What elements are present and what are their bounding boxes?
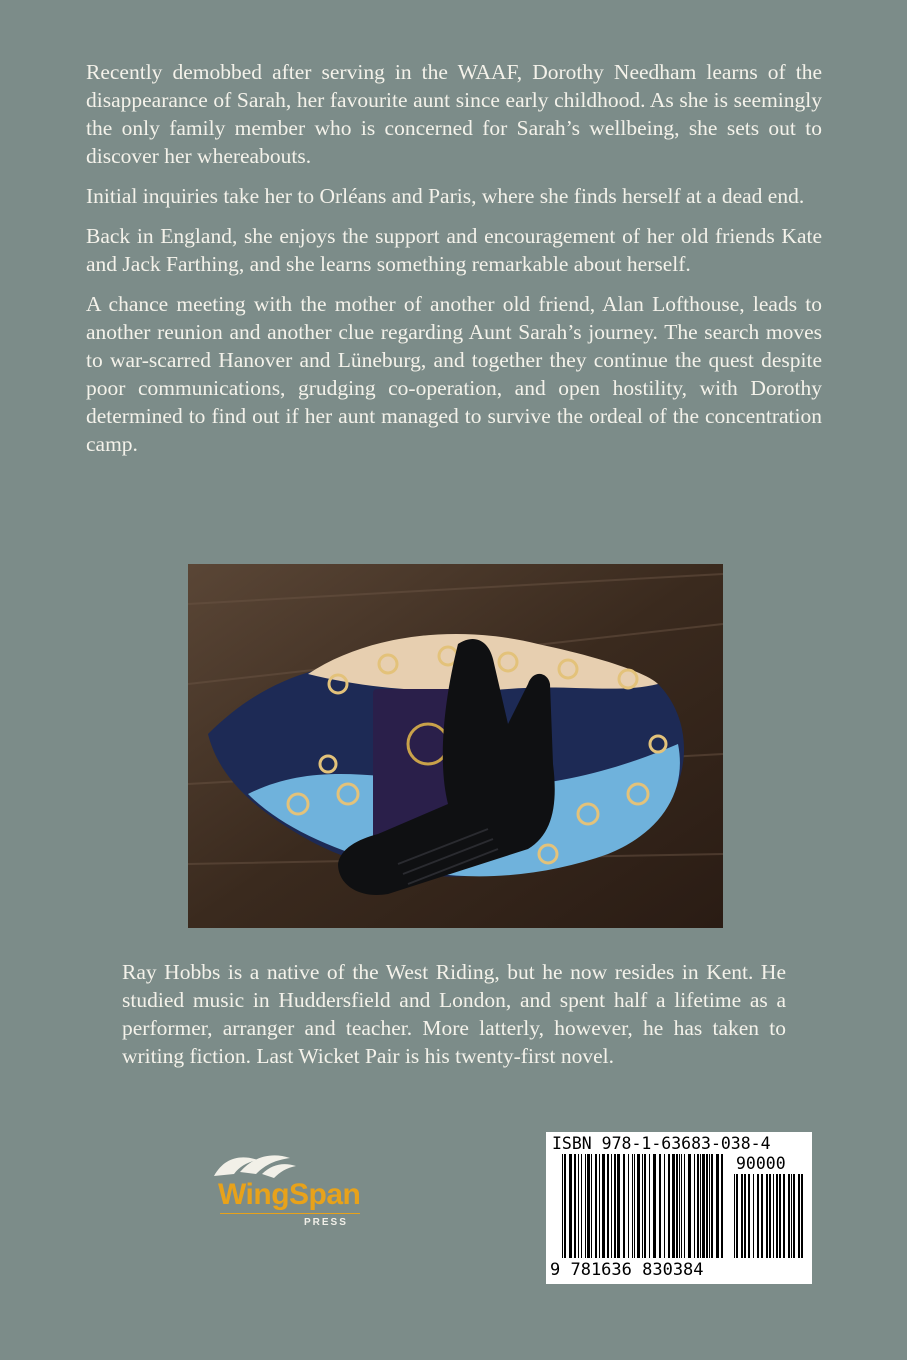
barcode-bar — [753, 1174, 754, 1258]
barcode-bar — [716, 1154, 719, 1258]
barcode-bar — [709, 1154, 710, 1258]
publisher-sub: PRESS — [304, 1217, 348, 1228]
logo-divider — [220, 1213, 360, 1214]
barcode-bar — [769, 1174, 771, 1258]
barcode-bar — [801, 1174, 803, 1258]
barcode-bar — [614, 1154, 616, 1258]
barcode-bar — [617, 1154, 620, 1258]
barcode-bar — [684, 1154, 685, 1258]
barcode-bar — [788, 1174, 790, 1258]
barcode-bar — [599, 1154, 600, 1258]
barcode-bar — [766, 1174, 768, 1258]
ean-digits: 9 781636 830384 — [550, 1260, 704, 1280]
barcode-bar — [694, 1154, 695, 1258]
barcode-bar — [607, 1154, 609, 1258]
barcode-bar — [741, 1174, 743, 1258]
barcode-bar — [637, 1154, 640, 1258]
barcode-bar — [611, 1154, 612, 1258]
barcode-bar — [706, 1154, 708, 1258]
cover-photo — [188, 564, 723, 928]
barcode-bar — [644, 1154, 646, 1258]
barcode-bar — [634, 1154, 635, 1258]
barcode-bar — [697, 1154, 699, 1258]
blurb-paragraph-1: Recently demobbed after serving in the WAAF, Dorothy Needham learns of the disappearance of Sarah, her favourite aunt since early childhood. As she is seemingly the only family member who is concerned for Sarah’s wellbeing, she sets out to discover her whereabouts. — [86, 60, 822, 168]
barcode-bar — [628, 1154, 629, 1258]
barcode-bar — [664, 1154, 665, 1258]
barcode-bar — [653, 1154, 656, 1258]
barcode-bar — [700, 1154, 701, 1258]
barcode-bar — [779, 1174, 781, 1258]
author-bio: Ray Hobbs is a native of the West Riding, but he now resides in Kent. He studied music in Huddersfield and London, and spent half a lifetime as a performer, arranger and teacher. More latterly, however, he has taken to writing fiction. Last Wicket Pair is his twenty-first novel. — [122, 960, 786, 1068]
barcode-bar — [632, 1154, 633, 1258]
barcode-bar — [649, 1154, 650, 1258]
barcode-bar — [642, 1154, 643, 1258]
publisher-name: WingSpan — [218, 1178, 361, 1211]
barcode-bar — [748, 1174, 750, 1258]
back-cover-blurb — [86, 58, 822, 470]
barcode-bar — [578, 1154, 579, 1258]
isbn-barcode — [546, 1132, 812, 1284]
barcode-bar — [681, 1154, 682, 1258]
photo-scarf-gloves-passport — [188, 564, 723, 928]
addon-bars — [732, 1174, 806, 1260]
barcode-bar — [783, 1174, 785, 1258]
isbn-label: ISBN 978-1-63683-038-4 — [552, 1134, 771, 1153]
barcode-bar — [585, 1154, 586, 1258]
barcode-bar — [711, 1154, 713, 1258]
barcode-bar — [672, 1154, 675, 1258]
barcode-bar — [569, 1154, 572, 1258]
barcode-bar — [679, 1154, 680, 1258]
barcode-bar — [591, 1154, 592, 1258]
barcode-bar — [581, 1154, 582, 1258]
barcode-bar — [602, 1154, 605, 1258]
barcode-bar — [793, 1174, 795, 1258]
barcode-bar — [798, 1174, 800, 1258]
barcode-bar — [791, 1174, 792, 1258]
barcode-bar — [659, 1154, 661, 1258]
barcode-bar — [668, 1154, 670, 1258]
barcode-bar — [587, 1154, 590, 1258]
barcode-bar — [574, 1154, 576, 1258]
barcode-bar — [776, 1174, 778, 1258]
barcode-bar — [688, 1154, 691, 1258]
barcode-bar — [562, 1154, 563, 1258]
blurb-paragraph-3: Back in England, she enjoys the support and encouragement of her old friends Kate and Jack Farthing, and she learns something remarkable about herself. — [86, 224, 822, 276]
barcode-bar — [623, 1154, 625, 1258]
blurb-paragraph-4: A chance meeting with the mother of another old friend, Alan Lofthouse, leads to another reunion and another clue regarding Aunt Sarah’s journey. The search moves to war-scarred Hanover and Lüneburg, and together they continue the quest despite poor communications, grudging co-operation, and open hostility, with Dorothy determined to find out if her aunt managed to survive the ordeal of the concentration camp. — [86, 292, 822, 456]
barcode-bar — [676, 1154, 678, 1258]
ean-bars — [560, 1154, 726, 1262]
barcode-bar — [721, 1154, 723, 1258]
barcode-bar — [702, 1154, 705, 1258]
barcode-bar — [773, 1174, 774, 1258]
price-code: 90000 — [736, 1154, 786, 1173]
barcode-bar — [757, 1174, 759, 1258]
barcode-bar — [761, 1174, 763, 1258]
barcode-bar — [595, 1154, 597, 1258]
barcode-bar — [734, 1174, 735, 1258]
publisher-logo — [206, 1150, 376, 1230]
barcode-bar — [744, 1174, 746, 1258]
barcode-bar — [564, 1154, 566, 1258]
blurb-paragraph-2: Initial inquiries take her to Orléans and Paris, where she finds herself at a dead end. — [86, 184, 805, 208]
barcode-bar — [736, 1174, 738, 1258]
